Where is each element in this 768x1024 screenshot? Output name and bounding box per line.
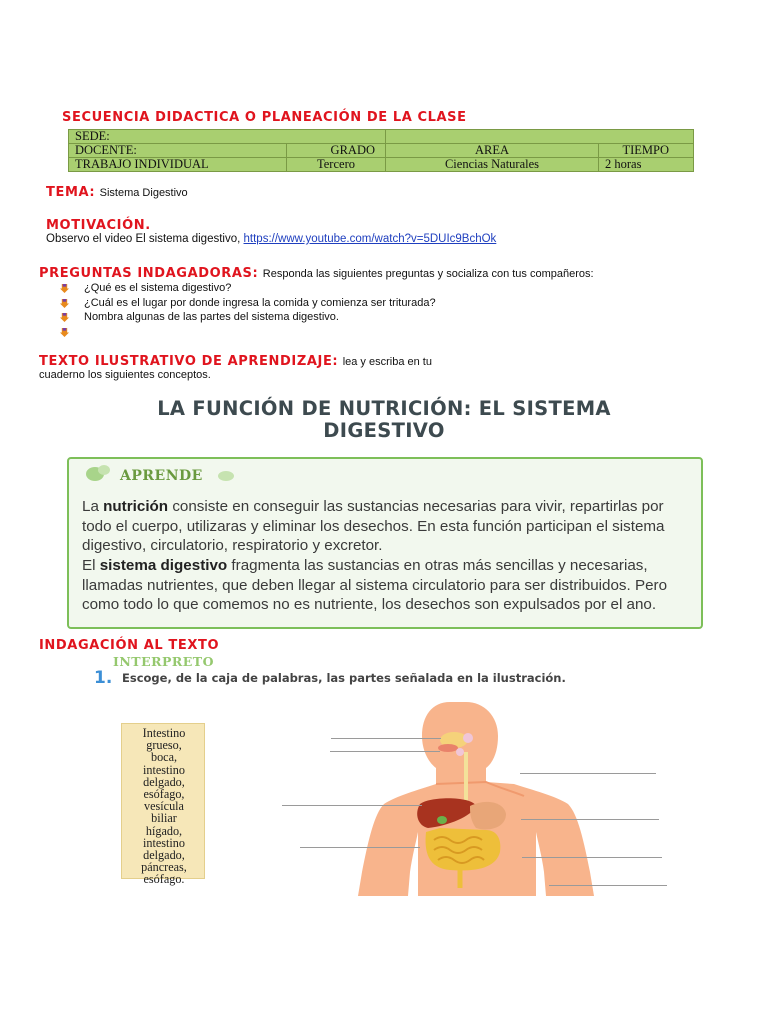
paragraph-text: El <box>82 557 100 574</box>
arrow-bullet-icon <box>60 313 69 322</box>
label-line <box>331 738 441 739</box>
label-line <box>330 751 440 752</box>
table-row <box>69 144 694 158</box>
word-item: boca, <box>150 750 178 765</box>
label-line <box>521 819 659 820</box>
question-text: ¿Cuál es el lugar por donde ingresa la comida y comienza ser triturada? <box>84 296 436 309</box>
tema-line <box>46 183 188 201</box>
area-value: Ciencias Naturales <box>386 158 599 172</box>
interpreto-label: INTERPRETO <box>113 654 214 669</box>
nutricion-paragraph <box>82 497 694 556</box>
label-line <box>300 847 420 848</box>
keyword-sistema-digestivo: sistema digestivo <box>99 557 228 574</box>
preguntas-intro: Responda las siguientes preguntas y socializa con tus compañeros: <box>262 268 594 280</box>
word-box <box>121 723 205 887</box>
preguntas-line <box>39 264 594 282</box>
lesson-title-line2: DIGESTIVO <box>323 419 445 442</box>
preguntas-heading: PREGUNTAS INDAGADORAS: <box>39 266 259 281</box>
exercise-number: 1. <box>94 668 113 688</box>
arrow-bullet-icon <box>60 328 69 337</box>
motivacion-text <box>46 233 496 245</box>
motivacion-description: Observo el video El sistema digestivo, <box>46 233 244 245</box>
questions-list <box>60 281 436 339</box>
docente-cell: DOCENTE: <box>69 144 287 158</box>
label-line <box>522 857 662 858</box>
motivacion-heading: MOTIVACIÓN. <box>46 218 151 233</box>
indagacion-heading: INDAGACIÓN AL TEXTO <box>39 638 220 653</box>
sede-cell: SEDE: <box>69 130 386 144</box>
word-item: esófago. <box>143 872 185 887</box>
word-item: esófago, <box>143 787 185 802</box>
grado-header: GRADO <box>287 144 386 158</box>
label-line <box>520 773 656 774</box>
label-line <box>549 885 667 886</box>
list-item <box>60 281 436 296</box>
word-item: hígado, <box>145 823 183 838</box>
empty-cell <box>386 130 694 144</box>
tiempo-header: TIEMPO <box>599 144 694 158</box>
list-item <box>60 325 436 340</box>
word-item: vesícula <box>144 799 184 814</box>
question-text: ¿Qué es el sistema digestivo? <box>84 282 232 294</box>
word-item: delgado, <box>143 848 185 863</box>
list-item <box>60 310 436 325</box>
arrow-bullet-icon <box>60 284 69 293</box>
leaf-icon <box>84 462 120 484</box>
paragraph-text: consiste en conseguir las sustancias necesarias para vivir, repartirlas por todo el cuerpo, utilizaras y eliminar los desechos. En esta función participan el sistema digestivo, circulatorio, respiratorio y excretor. <box>82 498 665 555</box>
trabajo-cell: TRABAJO INDIVIDUAL <box>69 158 287 172</box>
leaf-icon <box>216 469 236 483</box>
word-item: páncreas, <box>141 860 187 875</box>
tema-label: TEMA: <box>46 185 96 200</box>
lesson-title-line1: LA FUNCIÓN DE NUTRICIÓN: EL SISTEMA <box>157 397 611 420</box>
word-item: grueso, <box>146 738 182 753</box>
exercise-instruction: Escoge, de la caja de palabras, las partes señalada en la ilustración. <box>122 671 566 685</box>
word-item: biliar <box>151 811 177 826</box>
page-title: SECUENCIA DIDACTICA O PLANEACIÓN DE LA CLASE <box>62 110 467 125</box>
area-header: AREA <box>386 144 599 158</box>
question-text: Nombra algunas de las partes del sistema digestivo. <box>84 311 339 323</box>
word-item: intestino <box>143 762 185 777</box>
table-row <box>69 158 694 172</box>
paragraph-text: La <box>82 498 104 515</box>
word-item: Intestino <box>142 726 186 740</box>
sistema-paragraph <box>82 556 694 615</box>
word-item: intestino <box>143 835 185 850</box>
tiempo-value: 2 horas <box>599 158 694 172</box>
texto-ilustrativo-line2: cuaderno los siguientes conceptos. <box>39 369 211 381</box>
texto-ilustrativo-line <box>39 352 432 370</box>
texto-ilustrativo-heading: TEXTO ILUSTRATIVO DE APRENDIZAJE: <box>39 354 339 369</box>
tema-value: Sistema Digestivo <box>99 187 188 199</box>
aprende-label: APRENDE <box>120 468 203 484</box>
texto-ilustrativo-line1: lea y escriba en tu <box>342 356 432 368</box>
arrow-bullet-icon <box>60 299 69 308</box>
paragraph-text: fragmenta las sustancias en otras más sencillas y necesarias, llamadas nutrientes, que deben llegar al sistema circulatorio para ser distribuidos. Pero como todo lo que comemos no es nutriente, los desechos son expulsados por el ano. <box>82 557 668 614</box>
grado-value: Tercero <box>287 158 386 172</box>
keyword-nutricion: nutrición <box>103 498 169 515</box>
class-info-table <box>68 129 694 172</box>
video-link[interactable]: https://www.youtube.com/watch?v=5DUIc9BchOk <box>243 233 497 245</box>
word-item: delgado, <box>143 774 185 789</box>
label-line <box>282 805 422 806</box>
digestive-system-illustration <box>300 692 680 896</box>
table-row <box>69 130 694 144</box>
list-item <box>60 296 436 311</box>
